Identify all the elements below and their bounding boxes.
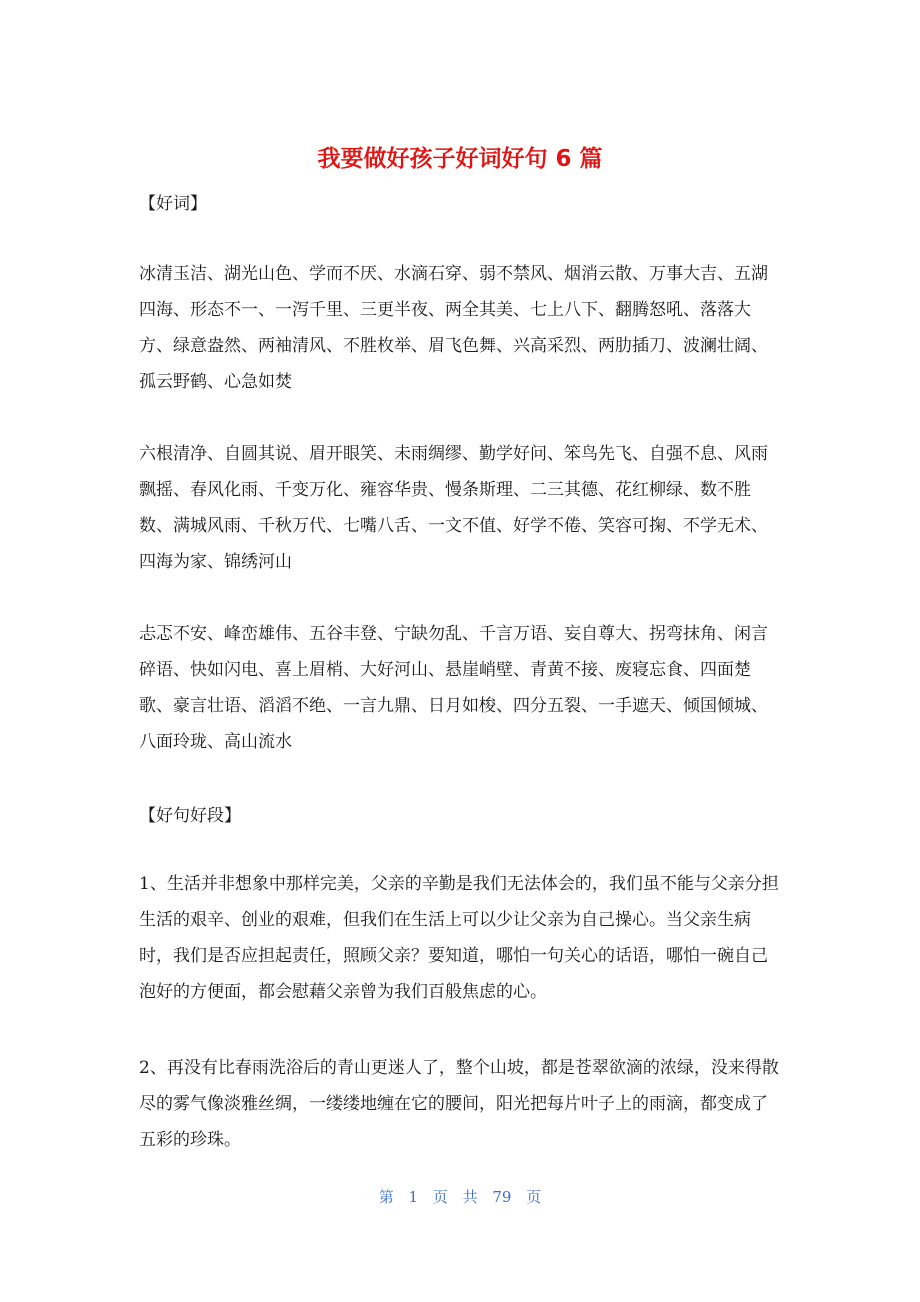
section-heading-sentences: 【好句好段】 bbox=[139, 806, 241, 826]
words-paragraph: 六根清净、自圆其说、眉开眼笑、未雨绸缪、勤学好问、笨鸟先飞、自强不息、风雨飘摇、春风化雨、千变万化、雍容华贵、慢条斯理、二三其德、花红柳绿、数不胜数、满城风雨、千秋万代、七嘴八舌、一文不值、好学不倦、笑容可掬、不学无术、四海为家、锦绣河山 bbox=[139, 444, 768, 572]
sentence-paragraph: 2、再没有比春雨洗浴后的青山更迷人了，整个山坡，都是苍翠欲滴的浓绿，没来得散尽的雾气像淡雅丝绸，一缕缕地缠在它的腰间，阳光把每片叶子上的雨滴，都变成了五彩的珍珠。 bbox=[139, 1058, 779, 1150]
sentence-paragraph: 1、生活并非想象中那样完美，父亲的辛勤是我们无法体会的，我们虽不能与父亲分担生活的艰辛、创业的艰难，但我们在生活上可以少让父亲为自己操心。当父亲生病时，我们是否应担起责任，照顾父亲？要知道，哪怕一句关心的话语，哪怕一碗自己泡好的方便面，都会慰藉父亲曾为我们百般焦虑的心。 bbox=[139, 874, 779, 1002]
words-paragraph: 忐忑不安、峰峦雄伟、五谷丰登、宁缺勿乱、千言万语、妄自尊大、拐弯抹角、闲言碎语、快如闪电、喜上眉梢、大好河山、悬崖峭壁、青黄不接、废寝忘食、四面楚歌、豪言壮语、滔滔不绝、一言九鼎、日月如梭、四分五裂、一手遮天、倾国倾城、八面玲珑、高山流水 bbox=[139, 624, 768, 752]
page-footer: 第 1 页 共 79 页 bbox=[378, 1188, 542, 1206]
section-heading-words: 【好词】 bbox=[139, 194, 207, 214]
document-title: 我要做好孩子好词好句 6 篇 bbox=[317, 146, 603, 172]
words-paragraph: 冰清玉洁、湖光山色、学而不厌、水滴石穿、弱不禁风、烟消云散、万事大吉、五湖四海、形态不一、一泻千里、三更半夜、两全其美、七上八下、翻腾怒吼、落落大方、绿意盎然、两袖清风、不胜枚举、眉飞色舞、兴高采烈、两肋插刀、波澜壮阔、孤云野鹤、心急如焚 bbox=[139, 264, 768, 392]
